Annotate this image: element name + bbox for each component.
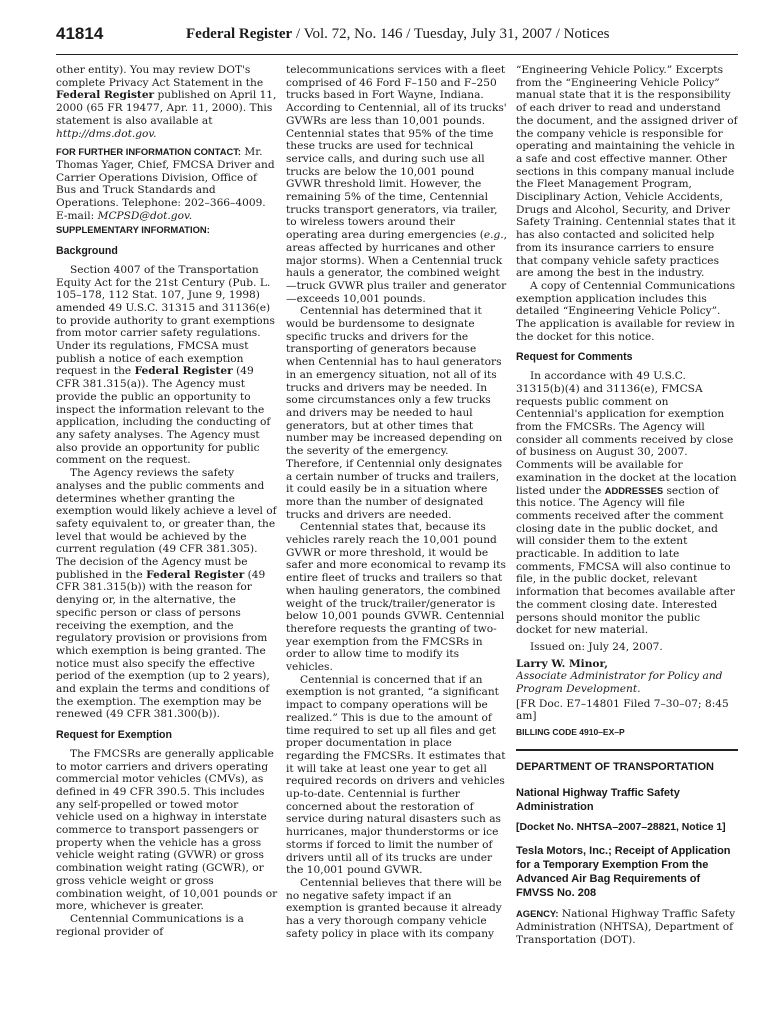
column-1 — [56, 64, 278, 1019]
contact-email-link[interactable]: MCPSD@dot.gov. — [97, 209, 193, 222]
billing-code: BILLING CODE 4910–EX–P — [516, 727, 625, 738]
agency-label: AGENCY: — [516, 908, 559, 920]
running-head — [186, 26, 609, 43]
background-heading: Background — [56, 245, 118, 258]
background-paragraph-2 — [56, 467, 278, 721]
issued-date: Issued on: July 24, 2007. — [530, 640, 663, 653]
column2-paragraph-5: Centennial believes that there will be no negative safety impact if an exemption is granted because it already has a very thorough company vehicle safety policy in place with its company — [286, 877, 502, 940]
page-header — [56, 14, 738, 55]
subagency-heading: National Highway Traffic Safety Administration — [516, 786, 680, 813]
column3-paragraph-1: “Engineering Vehicle Policy.” Excerpts from the “Engineering Vehicle Policy” manual state that it is the responsibility of each driver to read and understand the document, and the assigned driver of the company vehicle is responsible for operating and maintaining the vehicle in a safe and cost effective manner. Other sections in this company manual include the Fleet Management Program, Disciplinary Action, Vehicle Accidents, Drugs and Alcohol, Security, and Driver Safety Training. Centennial states that it has also contacted and solicited help from its insurance carriers to ensure that company vehicle safety practices are among the best in the industry. — [516, 64, 738, 280]
section-divider — [516, 749, 738, 751]
comments-text-b: section of this notice. The Agency will file comments received after the comment closing date in the public docket, and will consider them to the extent practicable. In addition to late comments, FMCSA will also continue to file, in the public docket, relevant information that becomes available after the comment closing date. Interested persons should monitor the public docket for new material. — [516, 484, 735, 637]
request-comments-heading: Request for Comments — [516, 351, 633, 364]
intro-text: other entity). You may review DOT's complete Privacy Act Statement in the — [56, 64, 264, 89]
agency-paragraph — [516, 908, 738, 946]
column3-paragraph-2: A copy of Centennial Communications exemption application includes this detailed “Engineering Vehicle Policy”. The application is available for review in the docket for this notice. — [516, 279, 736, 343]
addresses-ref: ADDRESSES — [604, 484, 664, 496]
intro-text-rest: published on April 11, 2000 (65 FR 19477, Apr. 11, 2000). This statement is also available at — [56, 89, 277, 127]
docket-number: [Docket No. NHTSA–2007–28821, Notice 1] — [516, 821, 726, 833]
document-title: Tesla Motors, Inc.; Receipt of Application for a Temporary Exemption From the Advanced Air Bag Requirements of FMVSS No. 208 — [516, 845, 731, 900]
c2-text-1: telecommunications services with a fleet comprised of 46 Ford F–150 and F–250 trucks based in Fort Wayne, Indiana. According to Centennial, all of its trucks' GVWRs are less than 10,001 pounds. Centennial states that 95% of the time these trucks are used for technical service calls, and during such use all trucks are below the 10,001 pound GVWR threshold limit. However, the remaining 5% of the time, Centennial trucks transport generators, via trailer, to wireless towers around their operating area during emergencies ( — [286, 64, 507, 242]
column2-paragraph-4: Centennial is concerned that if an exemption is not granted, “a significant impact to company operations will be realized.” This is due to the amount of time required to set up all files and get proper documentation in place regarding the FMCSRs. It estimates that it will take at least one year to get all required records on drivers and vehicles up-to-date. Centennial is further concerned about the restoration of service during natural disasters such as hurricanes, major thunderstorms or ice storms if forced to limit the number of drivers until all of its trucks are under the 10,001 pound GVWR. — [286, 673, 506, 877]
c2-text-1-rest: , areas affected by hurricanes and other major storms). When a Centennial truck hauls a generator, the combined weight—truck GVWR plus trailer and generator—exceeds 10,001 pounds. — [286, 229, 508, 305]
column2-paragraph-2: Centennial has determined that it would be burdensome to designate specific trucks and drivers for the transporting of generators because when Centennial has to haul generators in an emergency situation, not all of its trucks and drivers may be needed. In some circumstances only a few trucks and drivers may be needed to haul generators, but at other times that number may be increased depending on the severity of the emergency. Therefore, if Centennial only designates a certain number of trucks and trailers, it could easily be in a situation where more than the number of designated trucks and drivers are needed. — [286, 305, 503, 521]
fr-doc-line: [FR Doc. E7–14801 Filed 7–30–07; 8:45 am] — [516, 697, 729, 723]
contact-text: Mr. Thomas Yager, Chief, FMCSA Driver and Carrier Operations Division, Office of Bus and Truck Standards and Operations. Telephone: 202–366–4009. E-mail: — [56, 146, 275, 222]
publication-name: Federal Register — [186, 26, 293, 42]
bg-text-1b: (49 CFR 381.315(a)). The Agency must provide the public an opportunity to inspect the information relevant to the application, including the conducting of any safety analyses. The Agency must also provide an opportunity for public comment on the request. — [56, 365, 271, 467]
federal-register-ref: Federal Register — [146, 568, 245, 581]
request-paragraph-2: Centennial Communications is a regional provider of — [56, 913, 244, 938]
column-2 — [286, 64, 508, 1019]
column2-paragraph-1 — [286, 64, 508, 305]
issue-info: / Vol. 72, No. 146 / Tuesday, July 31, 2007 / Notices — [292, 26, 610, 42]
intro-paragraph — [56, 64, 278, 140]
column-3 — [516, 64, 738, 1019]
federal-register-ref: Federal Register — [134, 365, 233, 378]
bg-text-2b: (49 CFR 381.315(b)) with the reason for denying or, in the alternative, the specific person or class of persons receiving the exemption, and the regulatory provision or provisions from which exemption is being granted. The notice must also specify the effective period of the exemption (up to 2 years), and explain the terms and conditions of the exemption. The exemption may be renewed (49 CFR 381.300(b)). — [56, 568, 270, 721]
background-paragraph-1 — [56, 264, 278, 467]
signer-name: Larry W. Minor, — [516, 657, 608, 670]
signer-title: Associate Administrator for Policy and Program Development. — [516, 670, 723, 696]
eg-abbrev: e.g. — [483, 229, 504, 242]
federal-register-ref: Federal Register — [56, 89, 155, 102]
page-number: 41814 — [56, 24, 104, 43]
contact-label: FOR FURTHER INFORMATION CONTACT: — [56, 146, 242, 158]
agency-text: National Highway Traffic Safety Administration (NHTSA), Department of Transportation (DOT). — [516, 908, 736, 946]
comments-paragraph — [516, 370, 738, 637]
bg-text-2a: The Agency reviews the safety analyses and the public comments and determines whether granting the exemption would likely achieve a level of safety equivalent to, or greater than, the level that would be achieved by the current regulation (49 CFR 381.305). The decision of the Agency must be published in the — [56, 467, 277, 581]
request-exemption-heading: Request for Exemption — [56, 729, 172, 742]
supplementary-label: SUPPLEMENTARY INFORMATION: — [56, 224, 210, 236]
bg-text-1a: Section 4007 of the Transportation Equity Act for the 21st Century (Pub. L. 105–178, 112 Stat. 107, June 9, 1998) amended 49 U.S.C. 31315 and 31136(e) to provide authority to grant exemptions from motor carrier safety regulations. Under its regulations, FMCSA must publish a notice of each exemption request in the — [56, 263, 275, 378]
column2-paragraph-3: Centennial states that, because its vehicles rarely reach the 10,001 pound GVWR or more threshold, it would be safer and more economical to revamp its entire fleet of trucks and trailers so that when hauling generators, the combined weight of the truck/trailer/generator is below 10,001 pounds GVWR. Centennial therefore requests the granting of two-year exemption from the FMCSRs in order to allow time to modify its vehicles. — [286, 521, 506, 674]
contact-paragraph — [56, 146, 278, 222]
request-paragraph-1: The FMCSRs are generally applicable to motor carriers and drivers operating commercial motor vehicles (CMVs), as defined in 49 CFR 390.5. This includes any self-propelled or towed motor vehicle used on a highway in interstate commerce to transport passengers or property when the vehicle has a gross vehicle weight rating (GVWR) or gross combination weight rating (GCWR), or gross vehicle weight or gross combination weight, of 10,001 pounds or more, whichever is greater. — [56, 747, 278, 913]
comments-text-a: In accordance with 49 U.S.C. 31315(b)(4) and 31136(e), FMCSA requests public comment on Centennial's application for exemption from the FMCSRs. The Agency will consider all comments received by close of business on August 30, 2007. Comments will be available for examination in the docket at the location listed under the — [516, 370, 737, 497]
department-heading: DEPARTMENT OF TRANSPORTATION — [516, 760, 714, 773]
docket-url-link[interactable]: http://dms.dot.gov. — [56, 127, 157, 140]
